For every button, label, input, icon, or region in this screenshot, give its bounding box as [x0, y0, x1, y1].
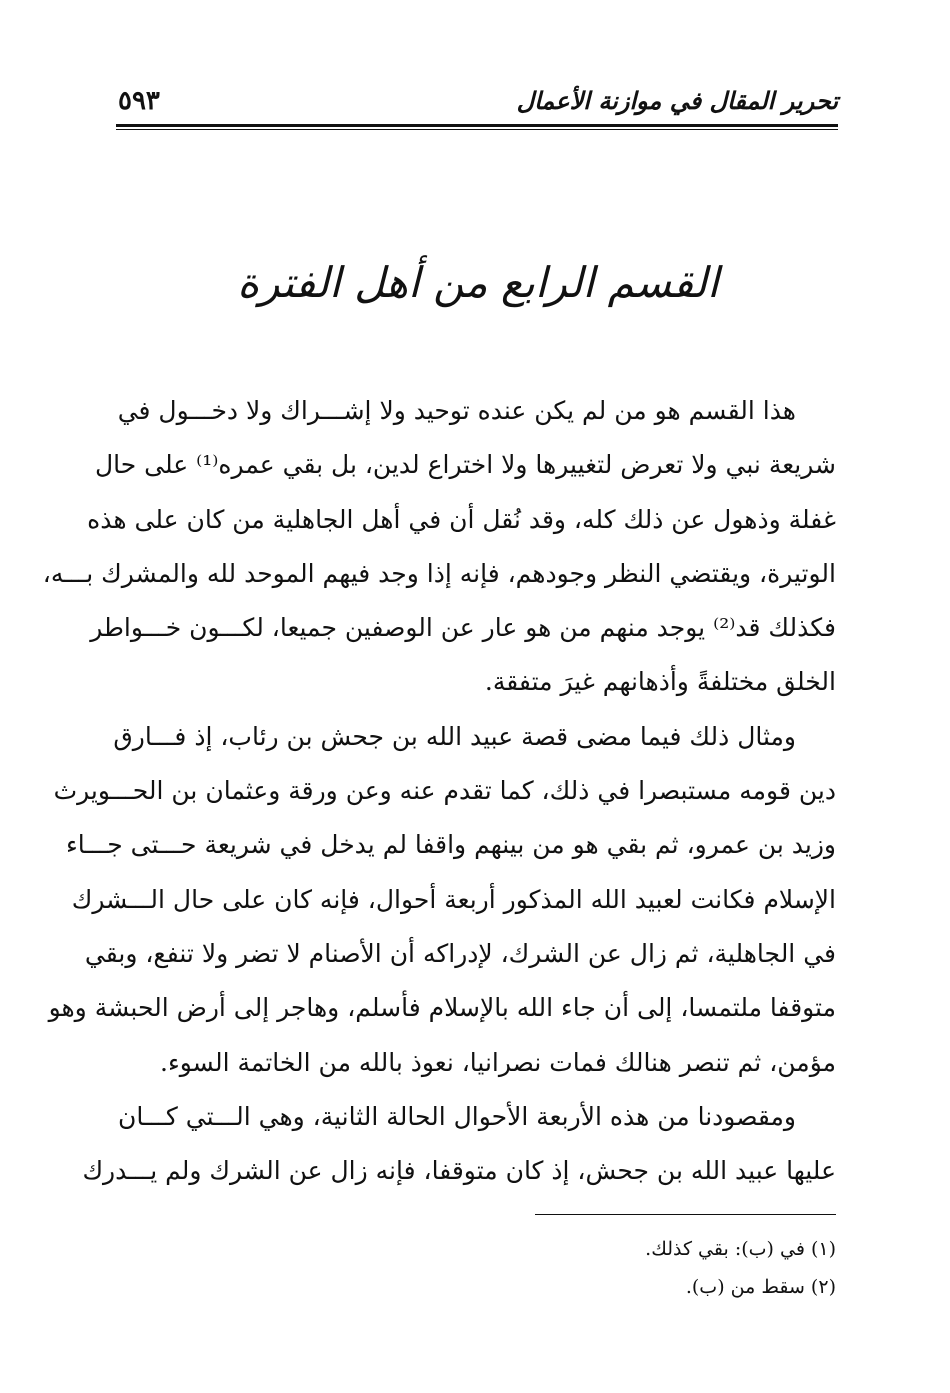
footnotes	[300, 1230, 836, 1306]
text-line: في الجاهلية، ثم زال عن الشرك، لإدراكه أن الأصنام لا تضر ولا تنفع، وبقي	[84, 938, 836, 968]
text-line: ومقصودنا من هذه الأربعة الأحوال الحالة الثانية، وهي الـــتي كـــان	[117, 1101, 796, 1131]
text-line: متوقفا ملتمسا، إلى أن جاء الله بالإسلام فأسلم، وهاجر إلى أرض الحبشة وهو	[48, 993, 836, 1023]
text-line: هذا القسم هو من لم يكن عنده توحيد ولا إشـــراك ولا دخـــول في	[117, 396, 796, 425]
text-line: الخلق مختلفةً وأذهانهم غيرَ متفقة.	[484, 667, 836, 697]
text-line: ومثال ذلك فيما مضى قصة عبيد الله بن جحش بن رئاب، إذ فـــارق	[113, 721, 796, 751]
section-heading: القسم الرابع من أهل الفترة	[237, 258, 719, 307]
header-rule	[116, 124, 838, 130]
text-line: عليها عبيد الله بن جحش، إذ كان متوقفا، فإنه زال عن الشرك ولم يـــدرك	[82, 1156, 836, 1186]
text-line: الوتيرة، ويقتضي النظر وجودهم، فإنه إذا وجد فيهم الموحد لله والمشرك بـــه،	[42, 558, 836, 588]
body-text	[42, 384, 836, 1198]
text-line: فكذلك قد⁽²⁾ يوجد منهم من هو عار عن الوصفين جميعا، لكـــون خـــواطر	[90, 613, 836, 643]
text-line: غفلة وذهول عن ذلك كله، وقد نُقل أن في أهل الجاهلية من كان على هذه	[87, 504, 836, 534]
footnote-separator	[535, 1214, 836, 1215]
running-header	[118, 84, 838, 124]
book-title: تحرير المقال في موازنة الأعمال	[516, 86, 838, 115]
text-line: وزيد بن عمرو، ثم بقي هو من بينهم واقفا لم يدخل في شريعة حـــتى جـــاء	[65, 830, 836, 860]
page-number: ٥٩٣	[118, 86, 160, 116]
text-line: مؤمن، ثم تنصر هنالك فمات نصرانيا، نعوذ بالله من الخاتمة السوء.	[160, 1047, 836, 1077]
footnote: (٢) سقط من (ب).	[685, 1276, 836, 1298]
text-line: الإسلام فكانت لعبيد الله المذكور أربعة أحوال، فإنه كان على حال الـــشرك	[71, 884, 836, 914]
footnote: (١) في (ب): بقي كذلك.	[645, 1238, 836, 1260]
text-line: شريعة نبي ولا تعرض لتغييرها ولا اختراع لدين، بل بقي عمره⁽¹⁾ على حال	[94, 450, 836, 480]
text-line: دين قومه مستبصرا في ذلك، كما تقدم عنه وعن ورقة وعثمان بن الحـــويرث	[53, 776, 836, 806]
